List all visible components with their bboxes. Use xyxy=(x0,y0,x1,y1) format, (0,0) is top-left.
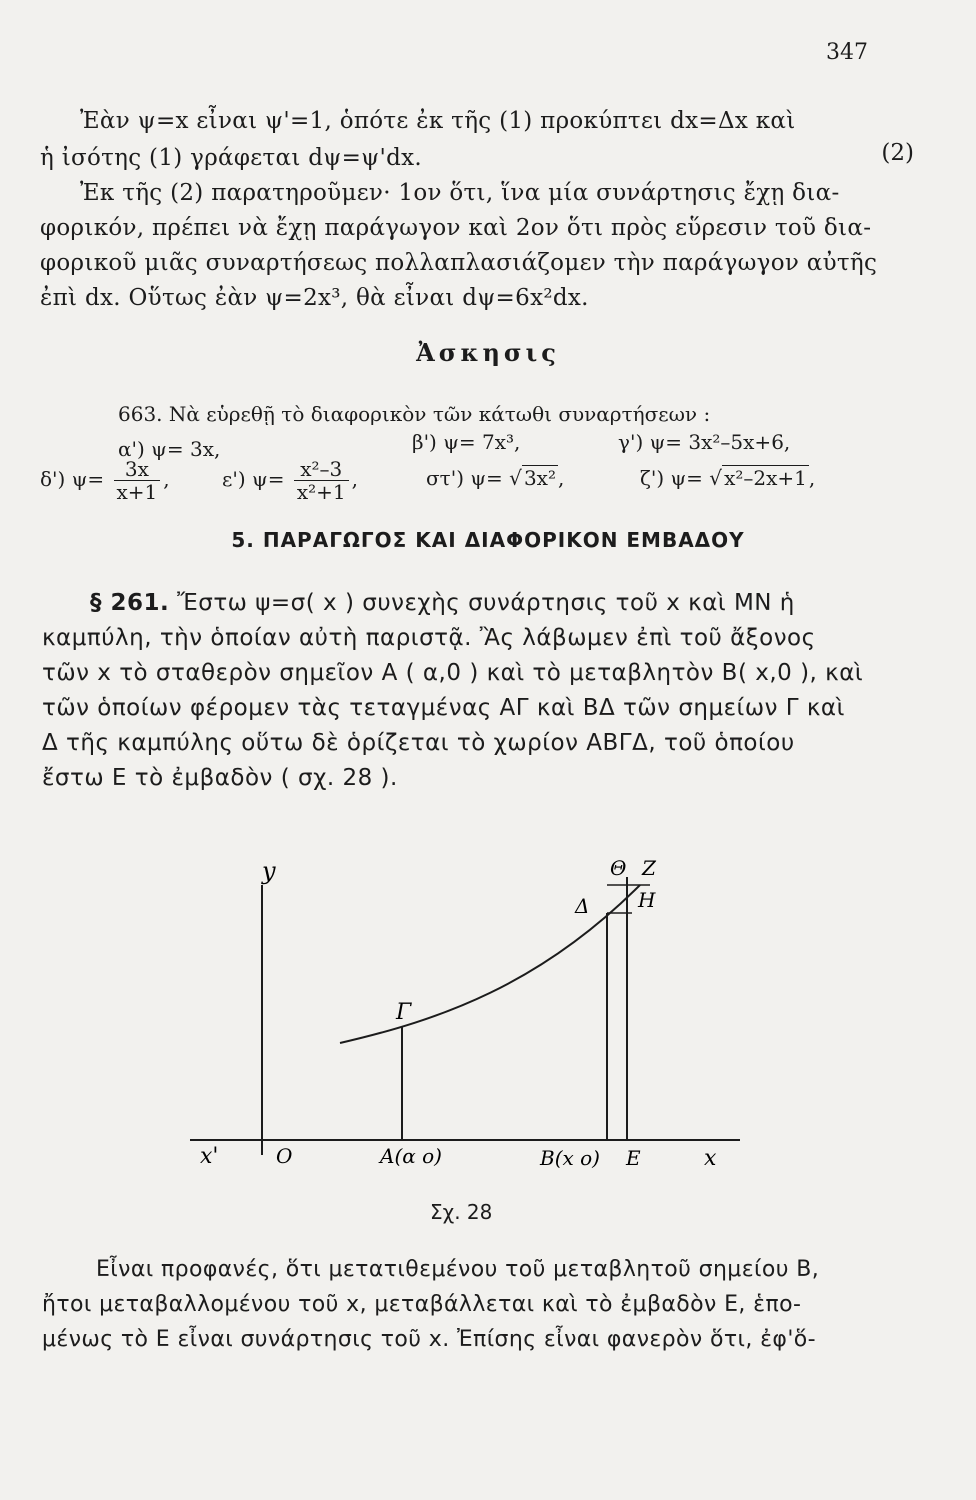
exercise-e-fraction xyxy=(294,458,349,503)
exercise-e-denominator: x²+1 xyxy=(296,480,346,504)
exercise-e: ε') ψ= $\frac{\text{x²–3}}{\text{x²+1}}$ , xyxy=(222,457,358,504)
figure-caption: Σχ. 28 xyxy=(430,1200,493,1224)
intro-line-6: ἐπὶ dx. Οὕτως ἐὰν ψ=2x³, θὰ εἶναι dψ=6x²dx. xyxy=(40,285,589,311)
figure-28 xyxy=(180,855,760,1175)
exercise-st-radicand: 3x² xyxy=(523,466,556,490)
label-origin: O xyxy=(276,1144,293,1168)
exercise-d-numerator: 3x xyxy=(114,458,161,481)
equation-tag: (2) xyxy=(881,140,914,166)
exercises-title: Ἀσκησις xyxy=(416,338,560,367)
exercise-d-fraction xyxy=(114,458,161,503)
intro-line-2: ἡ ἰσότης (1) γράφεται dψ=ψ'dx. xyxy=(40,145,423,171)
exercise-d-label: δ') ψ= xyxy=(40,467,105,491)
label-gamma: Γ xyxy=(396,1000,412,1025)
bottom-line-2: ἤτοι μεταβαλλομένου τοῦ x, μεταβάλλεται καὶ τὸ ἐμβαδὸν Ε, ἑπο- xyxy=(42,1292,802,1317)
exercise-st-label: στ') ψ= xyxy=(426,466,503,490)
label-e-point: E xyxy=(626,1146,641,1170)
exercise-st: στ') ψ= √ 3x² , xyxy=(426,466,565,490)
section-para-line-5: Δ τῆς καμπύλης οὕτω δὲ ὁρίζεται τὸ χωρίον ΑΒΓΔ, τοῦ ὁποίου xyxy=(42,730,795,756)
label-a-point: A(α o) xyxy=(380,1144,442,1168)
exercise-z: ζ') ψ= √ x²–2x+1 , xyxy=(640,466,816,490)
label-x-neg: x' xyxy=(200,1144,219,1169)
label-z: Z xyxy=(642,856,656,880)
label-y: y xyxy=(262,857,276,885)
exercise-e-numerator: x²–3 xyxy=(294,458,349,481)
label-x-axis: x xyxy=(704,1146,717,1171)
intro-line-4: φορικόν, πρέπει νὰ ἔχῃ παράγωγον καὶ 2ον ὅτι πρὸς εὕρεσιν τοῦ δια- xyxy=(40,215,872,241)
section-para-line-1 xyxy=(90,590,795,616)
section-para-line-4: τῶν ὁποίων φέρομεν τὰς τεταγμένας ΑΓ καὶ ΒΔ τῶν σημείων Γ καὶ xyxy=(42,695,845,721)
bottom-line-3: μένως τὸ Ε εἶναι συνάρτησις τοῦ x. Ἐπίσης εἶναι φανερὸν ὅτι, ἐφ'ὅ- xyxy=(42,1327,816,1352)
exercise-e-label: ε') ψ= xyxy=(222,467,285,491)
exercise-a: α') ψ= 3x, xyxy=(118,437,221,461)
section-para-line-3: τῶν x τὸ σταθερὸν σημεῖον Α ( α,0 ) καὶ τὸ μεταβλητὸν Β( x,0 ), καὶ xyxy=(42,660,864,686)
section-first-line: Ἔστω ψ=σ( x ) συνεχὴς συνάρτησις τοῦ x καὶ ΜΝ ἡ xyxy=(177,590,795,616)
exercise-d-denominator: x+1 xyxy=(116,480,158,504)
bottom-line-1: Εἶναι προφανές, ὅτι μετατιθεμένου τοῦ μεταβλητοῦ σημείου Β, xyxy=(96,1257,820,1282)
page-number: 347 xyxy=(826,40,868,65)
section-para-line-6: ἔστω Ε τὸ ἐμβαδὸν ( σχ. 28 ). xyxy=(42,765,398,791)
exercise-b: β') ψ= 7x³, xyxy=(412,430,521,454)
exercise-d: δ') ψ= $\frac{3x}{x+1}$ , xyxy=(40,457,170,504)
section-number: § 261. xyxy=(90,590,170,616)
exercise-z-radicand: x²–2x+1 xyxy=(724,466,807,490)
exercise-statement: 663. Νὰ εὑρεθῇ τὸ διαφορικὸν τῶν κάτωθι συναρτήσεων : xyxy=(118,402,711,426)
label-delta: Δ xyxy=(575,894,590,918)
label-h: H xyxy=(638,888,656,912)
exercise-z-label: ζ') ψ= xyxy=(640,466,703,490)
label-b-point: B(x o) xyxy=(540,1146,600,1170)
curve-mn xyxy=(340,885,640,1043)
label-theta: Θ xyxy=(610,856,627,880)
section-title: 5. ΠΑΡΑΓΩΓΟΣ ΚΑΙ ΔΙΑΦΟΡΙΚΟΝ ΕΜΒΑΔΟΥ xyxy=(231,528,745,552)
intro-line-3: Ἐκ τῆς (2) παρατηροῦμεν· 1ον ὅτι, ἵνα μία συνάρτησις ἔχῃ δια- xyxy=(80,180,840,206)
section-para-line-2: καμπύλη, τὴν ὁποίαν αὐτὴ παριστᾷ. Ἂς λάβωμεν ἐπὶ τοῦ ἄξονος xyxy=(42,625,816,651)
intro-line-5: φορικοῦ μιᾶς συναρτήσεως πολλαπλασιάζομεν τὴν παράγωγον αὐτῆς xyxy=(40,250,878,276)
exercise-c: γ') ψ= 3x²–5x+6, xyxy=(618,430,791,454)
intro-line-1: Ἐὰν ψ=x εἶναι ψ'=1, ὁπότε ἐκ τῆς (1) προκύπτει dx=Δx καὶ xyxy=(80,108,796,134)
